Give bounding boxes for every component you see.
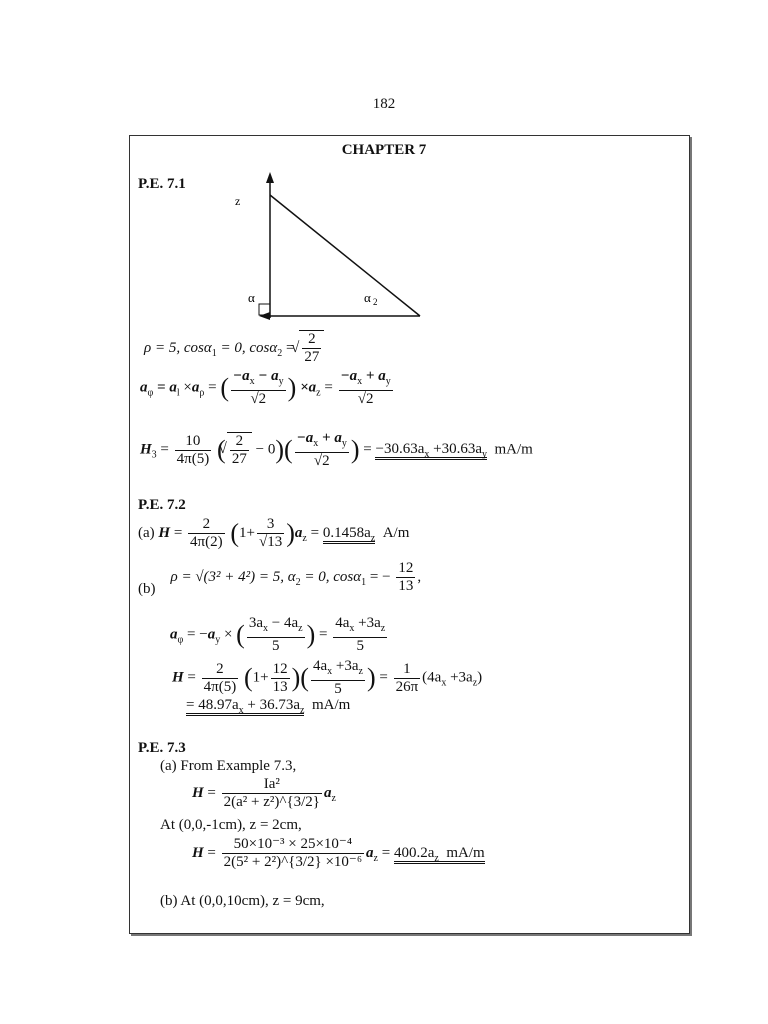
pe73-b-text: (b) At (0,0,10cm), z = 9cm,: [160, 893, 325, 909]
z-axis-label: z: [235, 194, 241, 208]
chapter-heading: CHAPTER 7: [341, 142, 427, 158]
pe73-a-text: (a) From Example 7.3,: [160, 758, 297, 774]
pe72-H: H = $\frac{2}{4\pi(5)}$ (1+ $\frac{12}{13}$ )( $\frac{4a_x +3a_z}{5}$ ) = $\frac{1}{26\pi}$ $(4a_x +3a_z)$: [172, 658, 483, 697]
pe72-a: (a) H = $\frac{2}{4\pi(2)}$ (1+ $\frac{3}{√13}$ )$a_z = 0.1458a_z$ A/m: [138, 516, 410, 550]
alpha2-sub: 2: [373, 297, 378, 307]
pe73-H2: H = $\frac{\text{50×10⁻³ × 25×10⁻⁴}}{\text{2(5² + 2²)\textasciicircum{}\{3/2\} ×10⁻⁶}}$ $a_z = 400.2a_z$ mA/m: [192, 836, 485, 870]
pe73-label: P.E. 7.3: [138, 740, 186, 756]
pe72-aphi: $a_\varphi = -a_y$ × ( $\frac{3a_x - 4a_z}{5}$ ) = $\frac{4a_x +3a_z}{5}$: [170, 615, 386, 654]
pe71-aphi: $a_\varphi = a_l \times a_\rho$ = ( $\frac{-a_x - a_y}{√2}$ ) $\times a_z$ = $\frac{-a_x + a_y}{√2}$: [140, 368, 391, 407]
pe73-H: H = $\frac{\text{Ia²}}{\text{2(a² + z²)\textasciicircum{}\{3/2\}}}$ $a_z$: [192, 776, 336, 810]
pe71-line1: ρ = 5, cosα$_1$ = 0, cosα$_2$ = √ $\frac{2}{27}$: [144, 330, 324, 366]
pe73-at1: At (0,0,-1cm), z = 2cm,: [160, 817, 302, 833]
pe71-label: P.E. 7.1: [138, 176, 186, 192]
pe72-result: = $48.97a_x + 36.73a_z$ mA/m: [186, 697, 351, 716]
pe72-b: (b) ρ = √(3² + 4²) = 5, $\alpha_2 = 0$, cosα$_1$ = − $\frac{12}{13}$ ,: [138, 560, 422, 597]
alpha2-label: α: [364, 290, 371, 305]
pe72-label: P.E. 7.2: [138, 497, 186, 513]
page-number: 182: [372, 96, 396, 112]
pe71-H: $H_3$ = $\frac{10}{4\pi(5)}$ ( √ $\frac{2}{27}$ − 0)( $\frac{-a_x + a_y}{√2}$ ) = $-30.63a_x +30.63a_y$ mA/m: [140, 430, 533, 470]
alpha1-label: α: [248, 290, 255, 305]
